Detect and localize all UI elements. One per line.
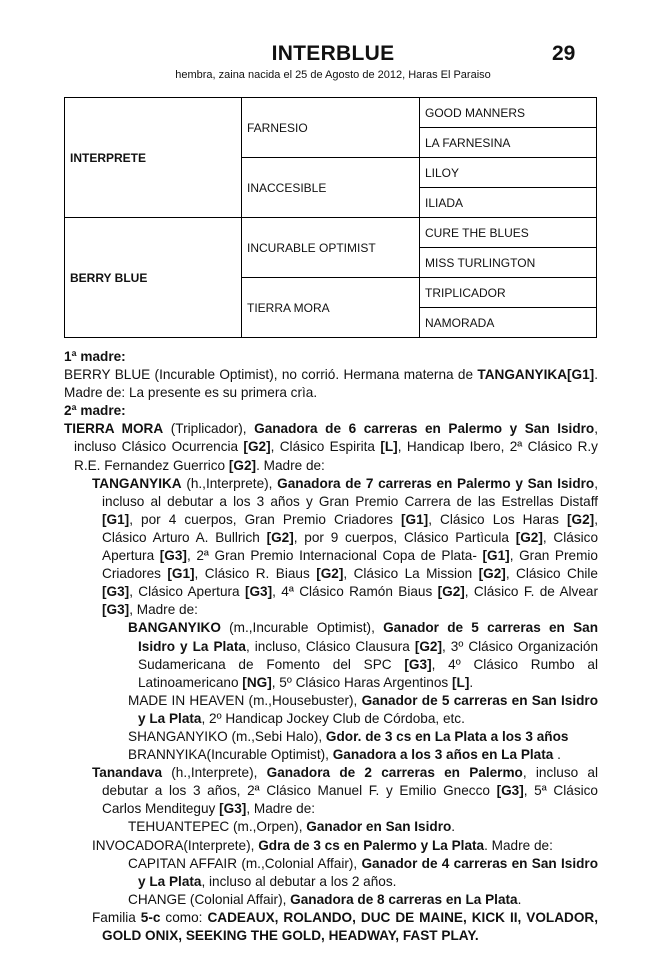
text-segment: [G1] (102, 511, 130, 527)
text-segment: , incluso, Clásico Clausura (245, 638, 415, 654)
text-segment: , por 4 cuerpos, Gran Premio Criadores (129, 511, 402, 527)
text-segment: TANGANYIKA[G1] (477, 367, 595, 383)
text-segment: . (451, 819, 456, 835)
horse-description: hembra, zaina nacida el 25 de Agosto de 2012, Haras El Paraiso (175, 69, 491, 81)
pedigree-sire-dam-dam: ILIADA (420, 188, 597, 218)
text-segment: . Madre de: (484, 837, 553, 853)
paragraph-banganyiko (64, 619, 598, 691)
pedigree-sire-sire-sire: GOOD MANNERS (420, 98, 597, 128)
text-segment: Ganadora de 7 carreras en Palermo y San Isidro (277, 475, 595, 491)
text-segment: , 2ª Gran Premio Internacional Copa de Plata- (186, 548, 483, 564)
text-segment: [G2] (243, 439, 271, 455)
text-segment: , 5ª Clásico Carlos Menditeguy (102, 783, 598, 817)
text-segment: Ganadora de 8 carreras en La Plata (290, 891, 518, 907)
text-segment: , Clásico Chile (505, 566, 598, 582)
text-segment: , Clásico La Mission (343, 566, 479, 582)
text-segment: CAPITAN AFFAIR (m.,Colonial Affair), (128, 855, 362, 871)
text-segment: [G2] (515, 529, 543, 545)
text-segment: Ganador de 5 carreras en San Isidro y La Plata (138, 692, 598, 726)
text-segment: [G3] (404, 656, 432, 672)
text-segment: CADEAUX, ROLANDO, DUC DE MAINE, KICK II, VOLADOR, GOLD ONIX, SEEKING THE GOLD, HEADWAY, FAST PLAY. (102, 909, 598, 943)
text-segment: , incluso Clásico Ocurrencia (74, 421, 598, 455)
text-segment: , 3º Clásico Organización Sudamericana de Fomento del SPC (138, 638, 598, 672)
text-segment: [G3] (159, 548, 187, 564)
text-segment: [G1] (167, 566, 195, 582)
text-segment: , 4º Clásico Rumbo al Latinoamericano (138, 656, 598, 690)
pedigree-sire-sire-dam: LA FARNESINA (420, 128, 597, 158)
text-segment: INVOCADORA(Interprete), (92, 837, 259, 853)
text-segment: Ganador de 5 carreras en San Isidro y La Plata (138, 620, 599, 654)
paragraph-tanganyika (64, 475, 598, 620)
text-segment: . (553, 747, 561, 763)
pedigree-sire: INTERPRETE (65, 98, 242, 218)
text-segment: Familia (92, 909, 141, 925)
text-segment: TANGANYIKA (92, 475, 182, 491)
text-segment: . Madre de: (256, 457, 325, 473)
text-segment: TIERRA MORA (64, 421, 164, 437)
text-segment: CHANGE (Colonial Affair), (128, 891, 291, 907)
pedigree-dam-dam-sire: TRIPLICADOR (420, 278, 597, 308)
text-segment: , Clásico Los Haras (428, 511, 568, 527)
pedigree-sire-dam-sire: LILOY (420, 158, 597, 188)
pedigree-sire-sire: FARNESIO (242, 98, 420, 158)
text-segment: (h.,Interprete), (181, 475, 278, 491)
pedigree-table (64, 97, 597, 338)
text-segment: [G1] (401, 511, 429, 527)
paragraph-tanandava (64, 764, 598, 818)
pedigree-sire-dam: INACCESIBLE (242, 158, 420, 218)
text-segment: MADE IN HEAVEN (m.,Housebuster), (128, 692, 362, 708)
text-segment: como: (160, 909, 208, 925)
text-segment: Tanandava (92, 765, 163, 781)
paragraph-change (64, 891, 598, 909)
text-segment: [G1] (482, 548, 510, 564)
text-segment: [L] (452, 674, 470, 690)
text-segment: , 2º Handicap Jockey Club de Córdoba, etc. (201, 710, 465, 726)
text-segment: [G2] (316, 566, 344, 582)
produce-record (64, 348, 598, 945)
text-segment: SHANGANYIKO (m.,Sebi Halo), (128, 728, 326, 744)
text-segment: Ganador en San Isidro (306, 819, 452, 835)
text-segment: [G3] (102, 584, 130, 600)
horse-name-title: INTERBLUE (271, 42, 395, 65)
text-segment: [G2] (266, 529, 294, 545)
text-segment: , Clásico F. de Alvear (464, 584, 598, 600)
text-segment: [G3] (244, 584, 273, 600)
text-segment: BERRY BLUE (Incurable Optimist), no corrió. Hermana materna de (64, 367, 478, 383)
text-segment: (h.,Interprete), (162, 765, 267, 781)
paragraph-shanganyiko (64, 728, 598, 746)
pedigree-dam-sire-sire: CURE THE BLUES (420, 218, 597, 248)
text-segment: BRANNYIKA(Incurable Optimist), (128, 747, 333, 763)
text-segment: Ganador de 4 carreras en San Isidro y La Plata (138, 855, 599, 889)
text-segment: TEHUANTEPEC (m.,Orpen), (128, 819, 307, 835)
text-segment: , 4ª Clásico Ramón Biaus (272, 584, 438, 600)
pedigree-dam-sire-dam: MISS TURLINGTON (420, 248, 597, 278)
text-segment: [G2] (437, 584, 465, 600)
text-segment: . Madre de: La presente es su primera crìa. (64, 367, 598, 401)
text-segment: , Clásico Arturo A. Bullrich (102, 511, 598, 545)
paragraph-berry-blue (64, 366, 598, 402)
text-segment: [G2] (478, 566, 506, 582)
text-segment: , Clásico Apertura (102, 529, 599, 564)
pedigree-dam-dam: TIERRA MORA (242, 278, 420, 338)
pedigree-dam-sire: INCURABLE OPTIMIST (242, 218, 420, 278)
text-segment: [G2] (567, 511, 595, 527)
text-segment: . (469, 674, 474, 690)
text-segment: [G3] (102, 602, 130, 618)
text-segment: , Madre de: (129, 602, 198, 618)
first-dam-heading: 1ª madre: (64, 349, 126, 364)
paragraph-invocadora (64, 837, 598, 855)
paragraph-familia (64, 909, 598, 945)
text-segment: [G2] (228, 457, 257, 473)
text-segment: BANGANYIKO (128, 620, 221, 636)
text-segment: . (517, 891, 522, 907)
text-segment: , incluso al debutar a los 3 años y Gran Premio Carrera de las Estrellas Distaff (102, 475, 598, 509)
text-segment: , incluso al debutar a los 2 años. (201, 873, 397, 889)
text-segment: , Madre de: (246, 801, 316, 817)
text-segment: Gdor. de 3 cs en La Plata a los 3 años (325, 728, 569, 744)
text-segment: [G3] (496, 783, 524, 799)
text-segment: , incluso al debutar a los 3 años, 2ª Clásico Manuel F. y Emilio Gnecco (102, 765, 598, 799)
text-segment: , Gran Premio Criadores (102, 548, 598, 582)
text-segment: 5-c (140, 909, 161, 925)
pedigree-dam: BERRY BLUE (65, 218, 242, 338)
text-segment: (Triplicador), (163, 421, 255, 437)
text-segment: [L] (380, 439, 398, 455)
text-segment: [NG] (242, 674, 272, 690)
text-segment: Ganadora a los 3 años en La Plata (332, 747, 554, 763)
text-segment: , Clásico Apertura (129, 584, 245, 600)
paragraph-made-in-heaven (64, 692, 598, 728)
text-segment: , 5º Clásico Haras Argentinos (271, 674, 453, 690)
paragraph-tehuantepec (64, 818, 598, 836)
page-number: 29 (552, 42, 576, 65)
text-segment: (m.,Incurable Optimist), (220, 620, 384, 636)
text-segment: , por 9 cuerpos, Clásico Partìcula (293, 529, 516, 545)
text-segment: [G2] (414, 638, 443, 654)
paragraph-capitan-affair (64, 855, 598, 891)
text-segment: Gdra de 3 cs en Palermo y La Plata (258, 837, 485, 853)
text-segment: , Clásico R. Biaus (194, 566, 317, 582)
text-segment: [G3] (219, 801, 247, 817)
text-segment: Ganadora de 2 carreras en Palermo (266, 765, 523, 781)
text-segment: , Clásico Espirita (270, 439, 381, 455)
paragraph-tierra-mora (64, 420, 598, 474)
paragraph-brannyika (64, 746, 598, 764)
text-segment: , Handicap Ibero, 2ª Clásico R.y R.E. Fernandez Guerrico (74, 439, 598, 473)
second-dam-heading: 2ª madre: (64, 403, 126, 419)
text-segment: Ganadora de 6 carreras en Palermo y San Isidro (254, 421, 595, 437)
pedigree-dam-dam-dam: NAMORADA (420, 308, 597, 338)
